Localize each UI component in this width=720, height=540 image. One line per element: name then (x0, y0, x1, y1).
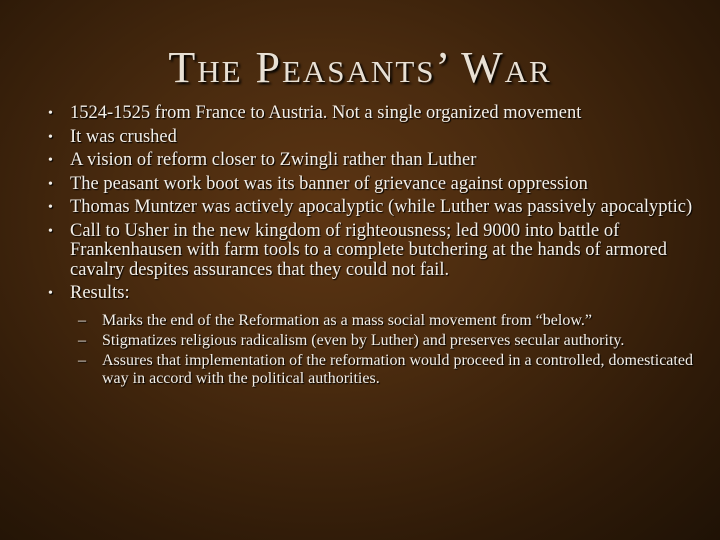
bullet-list (48, 104, 698, 392)
bullet-item-results (48, 284, 698, 388)
slide-title: The Peasants’ War (168, 43, 552, 92)
bullet-item (48, 175, 698, 195)
bullet-text: A vision of reform closer to Zwingli rather than Luther (70, 150, 477, 170)
results-sublist (70, 312, 698, 388)
bullet-item (48, 222, 698, 281)
bullet-icon: • (48, 200, 53, 215)
sub-bullet-item (70, 352, 698, 388)
bullet-text: The peasant work boot was its banner of grievance against oppression (70, 173, 588, 194)
bullet-icon: • (48, 286, 53, 301)
sub-bullet-text: Assures that implementation of the reformation would proceed in a controlled, domesticated way in accord with the political authorities. (102, 351, 693, 387)
sub-bullet-text: Stigmatizes religious radicalism (even by Luther) and preserves secular authority. (102, 331, 625, 349)
sub-bullet-item (70, 312, 698, 330)
sub-bullet-text: Marks the end of the Reformation as a mass social movement from “below.” (102, 311, 592, 329)
bullet-text: Thomas Muntzer was actively apocalyptic (while Luther was passively apocalyptic) (70, 197, 693, 217)
bullet-item (48, 128, 698, 148)
bullet-text: Results: (70, 283, 130, 303)
sub-bullet-item (70, 332, 698, 350)
bullet-item (48, 198, 698, 218)
bullet-item (48, 104, 698, 124)
dash-icon: – (78, 311, 86, 329)
bullet-icon: • (48, 129, 53, 145)
bullet-icon: • (48, 153, 53, 168)
bullet-text: Call to Usher in the new kingdom of righteousness; led 9000 into battle of Frankenhausen with farm tools to a complete butchering at the hands of armored cavalry despites assurances that they could not fail. (70, 220, 667, 280)
dash-icon: – (78, 331, 86, 349)
bullet-text: 1524-1525 from France to Austria. Not a single organized movement (70, 103, 582, 123)
dash-icon: – (78, 351, 86, 369)
bullet-icon: • (48, 223, 53, 239)
bullet-icon: • (48, 106, 53, 121)
bullet-icon: • (48, 176, 53, 192)
bullet-item (48, 151, 698, 171)
bullet-text: It was crushed (70, 126, 177, 147)
